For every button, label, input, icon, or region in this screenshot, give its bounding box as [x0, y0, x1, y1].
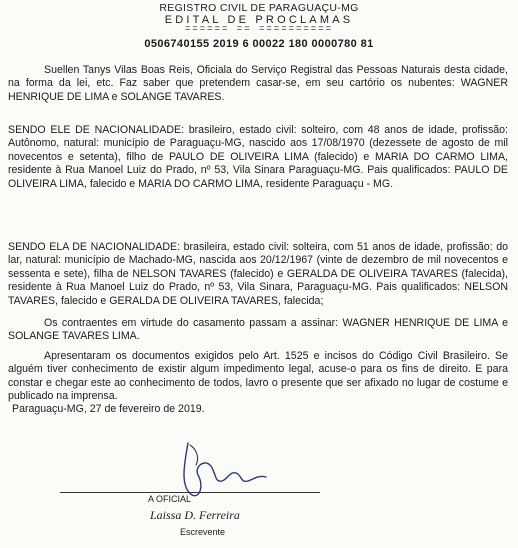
- intro-paragraph: Suellen Tanys Vilas Boas Reis, Oficiala do Serviço Registral das Pessoas Naturais desta cidade, na forma da lei, etc. Faz saber que pretendem casar-se, em seu cartório os nubentes: WAGNER HENRIQUE DE LIMA e SOLANGE TAVARES.: [8, 64, 508, 103]
- documents-paragraph: Apresentaram os documentos exigidos pelo Art. 1525 e incisos do Código Civil Brasileiro. Se alguém tiver conhecimento de existir algum impedimento legal, acuse-o para os fins de direito. E para constar e chegar este ao conhecimento de todos, lavro o presente que ser afixado no lugar de costume e publicado na imprensa.: [8, 350, 508, 403]
- registry-code: 0506740155 2019 6 00022 180 0000780 81: [144, 38, 374, 50]
- document-title: EDITAL DE PROCLAMAS: [164, 14, 354, 26]
- signatory-title: Escrevente: [180, 527, 226, 537]
- signature-line: [60, 492, 320, 493]
- signature-role: A OFICIAL: [148, 494, 192, 504]
- signatory-name: Laissa D. Ferreira: [150, 508, 240, 522]
- title-underline: ====== == ==========: [184, 24, 334, 34]
- bride-paragraph: SENDO ELA DE NACIONALIDADE: brasileira, estado civil: solteira, com 51 anos de idade, profissão: do lar, natural: município de Machado-MG, nascida aos 20/12/1967 (vinte de dezembro de mil novecentos e sessenta e sete), filha de NELSON TAVARES (falecido) e GERALDA DE OLIVEIRA TAVARES (falecida), residente à Rua Manoel Luiz do Prado, nº 53, Vila Sinara, Paraguaçu-MG. Pais qualificados: NELSON TAVARES, falecido e GERALDA DE OLIVEIRA TAVARES, falecida;: [8, 241, 508, 307]
- signing-paragraph: Os contraentes em virtude do casamento passam a assinar: WAGNER HENRIQUE DE LIMA e SOLANGE TAVARES LIMA.: [8, 317, 508, 343]
- groom-paragraph: SENDO ELE DE NACIONALIDADE: brasileiro, estado civil: solteiro, com 48 anos de idade, profissão: Autônomo, natural: município de Paraguaçu-MG, nascido aos 17/08/1970 (dezessete de agosto de mil novecentos e setenta), filho de PAULO DE OLIVEIRA LIMA (falecido) e MARIA DO CARMO LIMA, residente à Rua Manoel Luiz do Prado, nº 53, Vila Sinara Paraguaçu-MG. Pais qualificados: PAULO DE OLIVEIRA LIMA, falecido e MARIA DO CARMO LIMA, residente Paraguaçu - MG.: [8, 124, 508, 190]
- registry-name: REGISTRO CIVIL DE PARAGUAÇU-MG: [159, 2, 359, 14]
- date-line: Paraguaçu-MG, 27 de fevereiro de 2019.: [12, 403, 205, 415]
